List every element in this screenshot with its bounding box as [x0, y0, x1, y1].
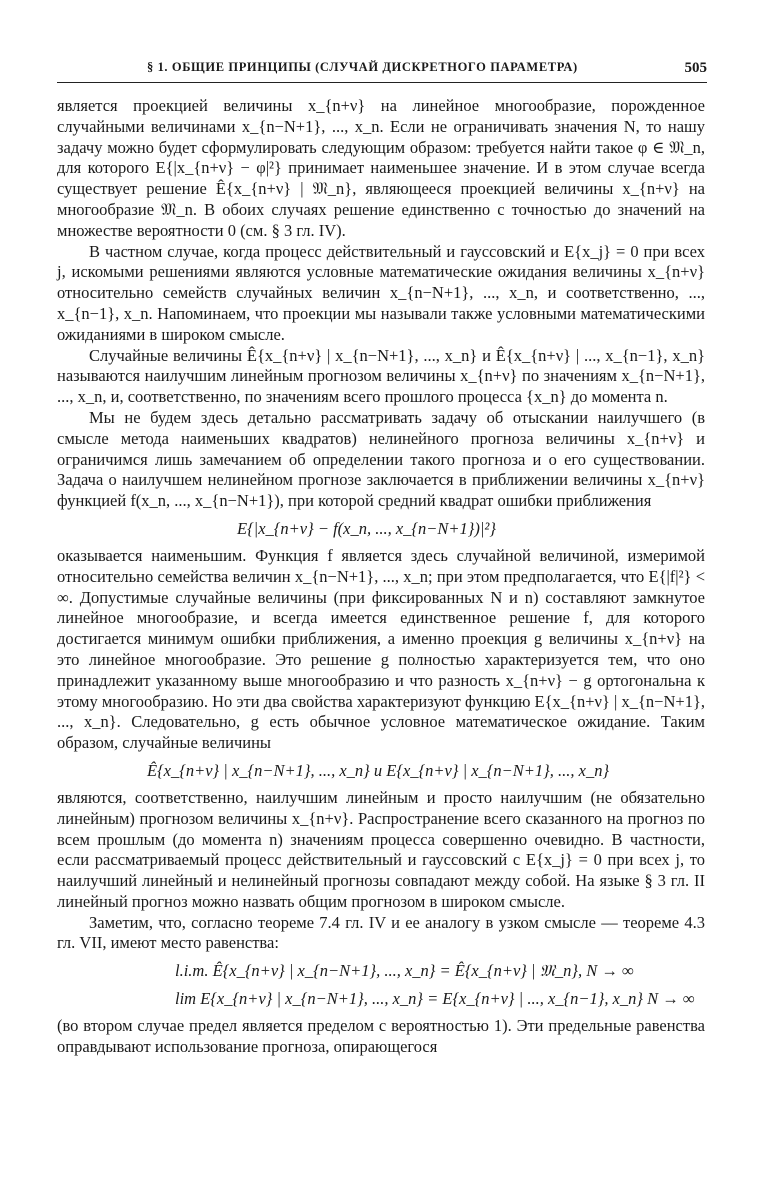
- running-header: [57, 58, 707, 83]
- equation-3: l.i.m. Ê{x_{n+ν} | x_{n−N+1}, ..., x_n} = Ê{x_{n+ν} | 𝔐_n}, N → ∞: [175, 961, 634, 981]
- paragraph-1: является проекцией величины x_{n+ν} на линейное многообразие, порожденное случайными величинами x_{n−N+1}, ..., x_n. Если не ограничивать значения N, то нашу задачу можно будет сформулировать следующим образом: требуется найти такое φ ∈ 𝔐_n, для которого E{|x_{n+ν} − φ|²} принимает наименьшее значение. И в этом случае всегда существует решение Ê{x_{n+ν} | 𝔐_n}, являющееся проекцией величины x_{n+ν} на многообразие 𝔐_n. В обоих случаях решение единственно с точностью до значений на множестве вероятности 0 (см. § 3 гл. IV).: [57, 96, 705, 240]
- page-body: [57, 96, 705, 1058]
- equation-2: Ê{x_{n+ν} | x_{n−N+1}, ..., x_n} и E{x_{n+ν} | x_{n−N+1}, ..., x_n}: [147, 760, 610, 780]
- paragraph-7: Заметим, что, согласно теореме 7.4 гл. IV и ее аналогу в узком смысле — теореме 4.3 гл. VII, имеют место равенства:: [57, 912, 705, 953]
- section-title: § 1. ОБЩИЕ ПРИНЦИПЫ (СЛУЧАЙ ДИСКРЕТНОГО ПАРАМЕТРА): [147, 60, 578, 74]
- paragraph-5: оказывается наименьшим. Функция f является здесь случайной величиной, измеримой относительно семейства величин x_{n−N+1}, ..., x_n; при этом предполагается, что E{|f|²} < ∞. Допустимые случайные величины (при фиксированных N и n) составляют замкнутое линейное многообразие, и всегда имеется единственное решение f, для которого достигается минимум ошибки приближения, а именно проекция g величины x_{n+ν} на это линейное многообразие. Это решение g полностью характеризуется тем, что оно принадлежит указанному выше многообразию и что разность x_{n+ν} − g ортогональна к этому многообразию. Но эти два свойства характеризуют функцию E{x_{n+ν} | x_{n−N+1}, ..., x_n}. Следовательно, g есть обычное условное математическое ожидание. Таким образом, случайные величины: [57, 545, 705, 753]
- paragraph-6: являются, соответственно, наилучшим линейным и просто наилучшим (не обязательно линейным) прогнозом величины x_{n+ν}. Распространение всего сказанного на прогноз по всем прошлым (до момента n) значениям процесса совершенно очевидно. В частности, если рассматриваемый процесс действительный и гауссовский с E{x_j} = 0 при всех j, то наилучший линейный и нелинейный прогнозы совпадают между собой. На языке § 3 гл. II линейный прогноз можно назвать общим прогнозом в широком смысле.: [57, 787, 705, 911]
- equation-1: E{|x_{n+ν} − f(x_n, ..., x_{n−N+1})|²}: [237, 518, 496, 538]
- paragraph-8: (во втором случае предел является пределом с вероятностью 1). Эти предельные равенства оправдывают использование прогноза, опирающегося: [57, 1016, 705, 1057]
- paragraph-3: Случайные величины Ê{x_{n+ν} | x_{n−N+1}, ..., x_n} и Ê{x_{n+ν} | ..., x_{n−1}, x_n} называются наилучшим линейным прогнозом величины x_{n+ν} по значениям x_{n−N+1}, ..., x_n, и, соответственно, по значениям всего прошлого процесса {x_n} до момента n.: [57, 345, 705, 407]
- page-number: 505: [684, 60, 707, 76]
- equation-4: lim E{x_{n+ν} | x_{n−N+1}, ..., x_n} = E{x_{n+ν} | ..., x_{n−1}, x_n} N → ∞: [175, 989, 695, 1009]
- paragraph-2: В частном случае, когда процесс действительный и гауссовский и E{x_j} = 0 при всех j, искомыми решениями являются условные математические ожидания величины x_{n+ν} относительно семейств случайных величин x_{n−N+1}, ..., x_n, и соответственно, ..., x_{n−1}, x_n. Напоминаем, что проекции мы называли также условными математическими ожиданиями в широком смысле.: [57, 241, 705, 344]
- paragraph-4: Мы не будем здесь детально рассматривать задачу об отыскании наилучшего (в смысле метода наименьших квадратов) нелинейного прогноза величины x_{n+ν} и ограничимся лишь замечанием об определении такого прогноза и о его существовании. Задача о наилучшем нелинейном прогнозе заключается в приближении величины x_{n+ν} функцией f(x_n, ..., x_{n−N+1}), при которой средний квадрат ошибки приближения: [57, 407, 705, 511]
